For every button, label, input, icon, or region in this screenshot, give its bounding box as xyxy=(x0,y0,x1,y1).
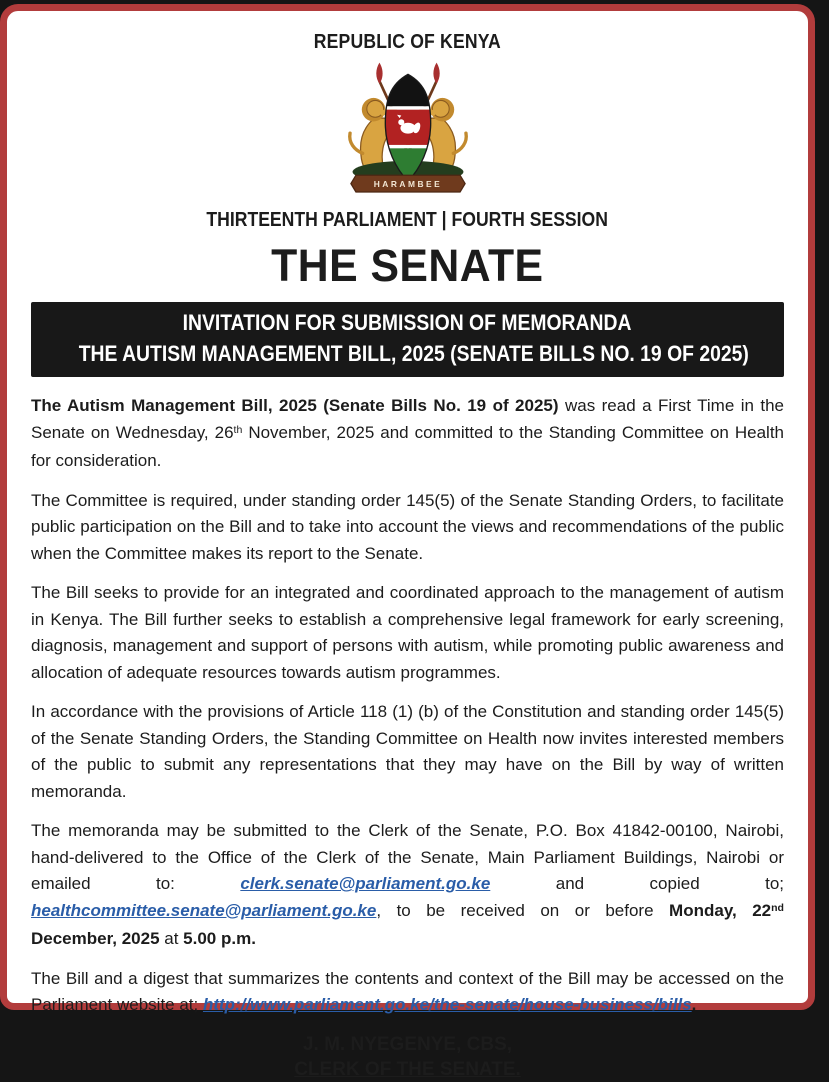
notice-paragraph xyxy=(31,699,784,805)
page-title xyxy=(31,240,784,292)
motto-text: HARAMBEE xyxy=(373,178,442,189)
notice-sheet xyxy=(0,4,815,1080)
kenya-coat-of-arms xyxy=(324,56,492,202)
text-segment: The Autism Management Bill, 2025 (Senate Bills No. 19 of 2025) xyxy=(31,396,559,415)
notice-paragraph xyxy=(31,818,784,953)
text-segment: was read a First Time in the Senate on Wednesday, 26 xyxy=(31,396,784,442)
session-heading xyxy=(31,209,784,232)
notice-banner xyxy=(31,302,784,377)
text-segment: 5.00 p.m. xyxy=(183,929,256,948)
text-segment: nd xyxy=(771,901,784,914)
text-segment: December, 2025 xyxy=(31,929,160,948)
notice-paragraph xyxy=(31,393,784,475)
banner-line-1 xyxy=(33,307,782,338)
text-segment: The Bill and a digest that summarizes the contents and context of the Bill may be accessed on the Parliament website at; xyxy=(31,968,784,1014)
banner-line-1-text: INVITATION FOR SUBMISSION OF MEMORANDA xyxy=(183,310,632,335)
hyperlink[interactable]: clerk.senate@parliament.go.ke xyxy=(240,874,491,893)
session-heading-text: THIRTEENTH PARLIAMENT | FOURTH SESSION xyxy=(206,209,609,231)
emblem-wrap xyxy=(31,56,784,207)
text-segment: Monday, 22 xyxy=(669,900,772,920)
signatory-name: J. M. NYEGENYE, CBS, xyxy=(302,1033,513,1055)
text-segment: th xyxy=(233,423,243,436)
notice-paragraph xyxy=(31,966,784,1019)
text-segment: and copied to; xyxy=(490,874,784,893)
text-segment: at xyxy=(159,929,184,948)
notice-content xyxy=(7,11,808,1082)
republic-heading-text: REPUBLIC OF KENYA xyxy=(313,31,502,53)
text-segment: . xyxy=(691,995,697,1014)
text-segment: In accordance with the provisions of Article 118 (1) (b) of the Constitution and standing order 145(5) of the Senate Standing Orders, the Standing Committee on Health now invites interested members of the public to submit any representations that they may have on the Bill by way of written memoranda. xyxy=(31,702,784,801)
motto-ribbon-icon xyxy=(350,175,464,192)
hyperlink[interactable]: healthcommittee.senate@parliament.go.ke xyxy=(31,900,377,920)
banner-line-2-text: THE AUTISM MANAGEMENT BILL, 2025 (SENATE BILLS NO. 19 OF 2025) xyxy=(78,341,749,366)
text-segment: , to be received on or before xyxy=(376,900,670,920)
text-segment: November, 2025 and committed to the Standing Committee on Health for consideration. xyxy=(31,422,785,470)
notice-paragraph xyxy=(31,580,784,686)
signatory-title: CLERK OF THE SENATE. xyxy=(294,1058,521,1080)
notice-paragraphs xyxy=(31,393,784,1019)
republic-heading xyxy=(31,31,784,54)
hyperlink[interactable]: http://www.parliament.go.ke/the-senate/house-business/bills xyxy=(202,995,692,1014)
signature-block xyxy=(31,1032,784,1082)
notice-paragraph xyxy=(31,488,784,568)
text-segment: The memoranda may be submitted to the Clerk of the Senate, P.O. Box 41842-00100, Nairobi, hand-delivered to the Office of the Clerk of the Senate, Main Parliament Buildings, Nairobi or emailed to: xyxy=(31,821,784,893)
text-segment: The Bill seeks to provide for an integrated and coordinated approach to the management of autism in Kenya. The Bill further seeks to establish a comprehensive legal framework for early screening, diagnosis, management and support of persons with autism, while promoting public awareness and allocation of adequate resources towards autism programmes. xyxy=(31,583,784,682)
banner-line-2 xyxy=(33,338,782,369)
text-segment: The Committee is required, under standing order 145(5) of the Senate Standing Orders, to facilitate public participation on the Bill and to take into account the views and recommendations of the public when the Committee makes its report to the Senate. xyxy=(31,490,784,563)
page-title-text: THE SENATE xyxy=(271,240,544,291)
